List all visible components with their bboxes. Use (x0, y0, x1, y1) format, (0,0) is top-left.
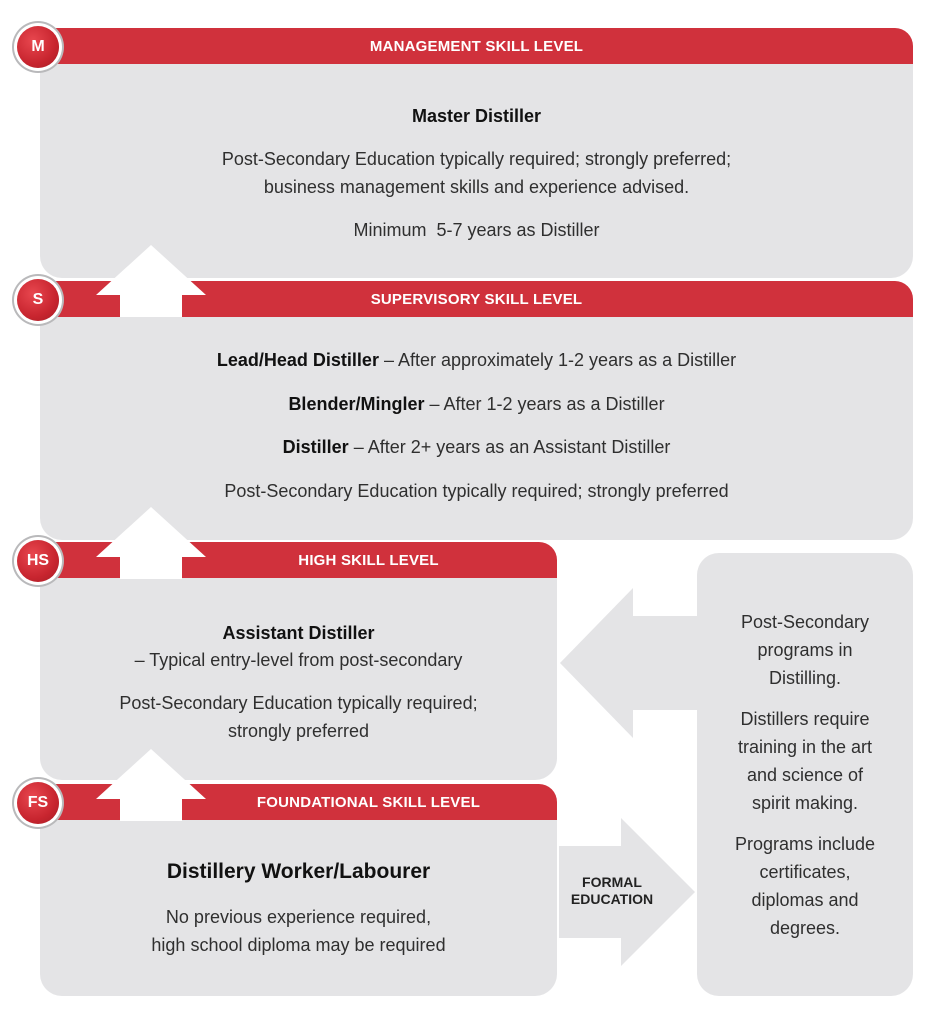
supervisory-label: SUPERVISORY SKILL LEVEL (370, 290, 583, 308)
up-arrow-icon (96, 507, 206, 579)
badge-high-skill: HS (17, 540, 59, 582)
supervisory-role-lead: Lead/Head Distiller – After approximately 1-2 years as a Distiller (216, 350, 737, 370)
programs-paragraph: Distillers require training in the art and science of spirit making. (737, 709, 873, 813)
high-skill-education: Post-Secondary Education typically required; strongly preferred (119, 693, 478, 741)
left-arrow-icon (560, 588, 700, 738)
high-skill-title: Assistant Distiller (222, 623, 375, 643)
foundational-requirements: No previous experience required, high school diploma may be required (151, 907, 446, 955)
management-label: MANAGEMENT SKILL LEVEL (369, 37, 584, 55)
badge-supervisory: S (17, 279, 59, 321)
management-education: Post-Secondary Education typically required; strongly preferred; business management skills and experience advised. (221, 149, 732, 197)
management-band (40, 28, 913, 64)
programs-paragraph: Post-Secondary programs in Distilling. (740, 612, 870, 688)
high-skill-label: HIGH SKILL LEVEL (298, 551, 439, 569)
supervisory-role-blender: Blender/Mingler – After 1-2 years as a Distiller (288, 394, 665, 414)
formal-education-label: FORMAL EDUCATION (570, 874, 654, 907)
management-title: Master Distiller (411, 106, 542, 126)
supervisory-role-distiller: Distiller – After 2+ years as an Assistant Distiller (282, 437, 671, 457)
programs-text (697, 608, 913, 942)
supervisory-education: Post-Secondary Education typically required; strongly preferred (224, 481, 729, 501)
foundational-title: Distillery Worker/Labourer (166, 860, 431, 883)
up-arrow-icon (96, 749, 206, 821)
management-minimum: Minimum 5-7 years as Distiller (353, 220, 600, 240)
high-skill-subtitle: – Typical entry-level from post-secondary (134, 650, 463, 670)
foundational-label: FOUNDATIONAL SKILL LEVEL (256, 793, 481, 811)
up-arrow-icon (96, 245, 206, 317)
badge-foundational: FS (17, 782, 59, 824)
programs-paragraph: Programs include certificates, diplomas and degrees. (734, 834, 876, 938)
badge-management: M (17, 26, 59, 68)
